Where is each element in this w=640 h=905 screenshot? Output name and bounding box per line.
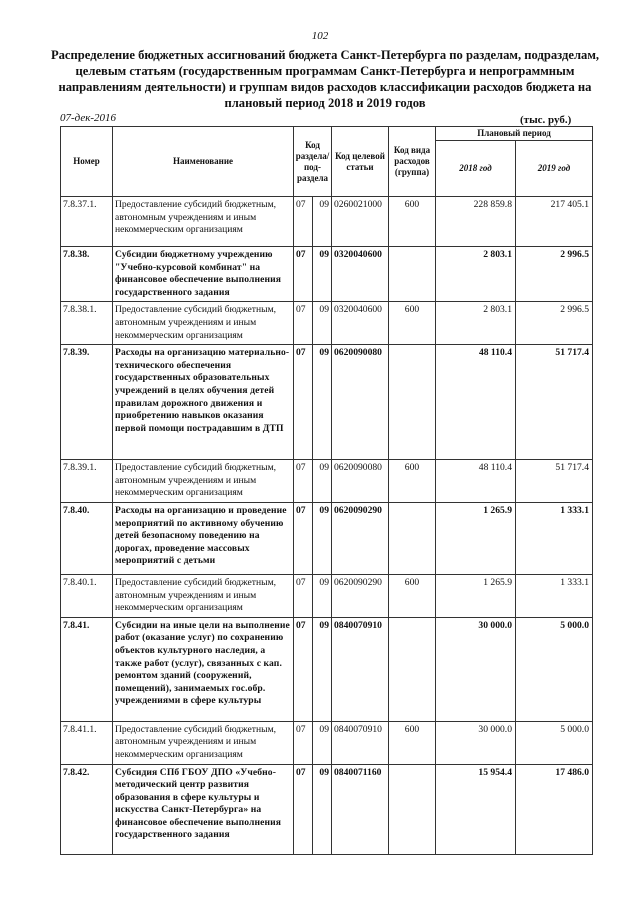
row-name: Расходы на организацию и проведение мероприятий по активному обучению детей безопасному поведению на дорогах, проведение массовых мероприятий с детьми bbox=[113, 502, 294, 574]
row-name: Субсидии бюджетному учреждению "Учебно-курсовой комбинат" на финансовое обеспечение выполнения государственного задания bbox=[113, 247, 294, 302]
row-subsection-code: 09 bbox=[313, 721, 332, 764]
header-target: Код целевой статьи bbox=[332, 127, 389, 197]
header-2018: 2018 год bbox=[436, 141, 516, 197]
row-name: Предоставление субсидий бюджетным, автономным учреждениям и иным некоммерческим организациям bbox=[113, 721, 294, 764]
row-value-2018: 30 000.0 bbox=[436, 617, 516, 721]
row-number: 7.8.41. bbox=[61, 617, 113, 721]
row-group-code: 600 bbox=[389, 574, 436, 617]
row-section-code: 07 bbox=[294, 302, 313, 345]
row-section-code: 07 bbox=[294, 460, 313, 503]
row-subsection-code: 09 bbox=[313, 197, 332, 247]
row-subsection-code: 09 bbox=[313, 247, 332, 302]
table-row bbox=[61, 302, 593, 345]
row-group-code: 600 bbox=[389, 302, 436, 345]
header-group: Код вида расходов (группа) bbox=[389, 127, 436, 197]
row-group-code bbox=[389, 617, 436, 721]
row-value-2019: 2 996.5 bbox=[516, 302, 593, 345]
table-row bbox=[61, 721, 593, 764]
header-2019: 2019 год bbox=[516, 141, 593, 197]
row-group-code bbox=[389, 345, 436, 460]
row-number: 7.8.40.1. bbox=[61, 574, 113, 617]
row-number: 7.8.39.1. bbox=[61, 460, 113, 503]
row-section-code: 07 bbox=[294, 247, 313, 302]
row-value-2019: 51 717.4 bbox=[516, 345, 593, 460]
row-value-2019: 5 000.0 bbox=[516, 617, 593, 721]
row-number: 7.8.42. bbox=[61, 764, 113, 854]
row-value-2019: 1 333.1 bbox=[516, 574, 593, 617]
row-value-2019: 5 000.0 bbox=[516, 721, 593, 764]
row-target-code: 0620090290 bbox=[332, 574, 389, 617]
table-row bbox=[61, 247, 593, 302]
row-name: Предоставление субсидий бюджетным, автономным учреждениям и иным некоммерческим организациям bbox=[113, 302, 294, 345]
row-name: Субсидия СПб ГБОУ ДПО «Учебно-методический центр развития образования в сфере культуры и искусства Санкт-Петербурга» на финансовое обеспечение выполнения государственного задания bbox=[113, 764, 294, 854]
row-number: 7.8.38.1. bbox=[61, 302, 113, 345]
row-number: 7.8.37.1. bbox=[61, 197, 113, 247]
units-label: (тыс. руб.) bbox=[520, 114, 572, 126]
document-title: Распределение бюджетных ассигнований бюджета Санкт-Петербурга по разделам, подразделам, целевым статьям (государственным программам Санкт-Петербурга и непрограммным направлениям деятельности) и группам видов расходов классификации расходов бюджета на плановый период 2018 и 2019 годов bbox=[50, 48, 600, 110]
row-section-code: 07 bbox=[294, 617, 313, 721]
header-number: Номер bbox=[61, 127, 113, 197]
row-group-code bbox=[389, 764, 436, 854]
row-target-code: 0620090080 bbox=[332, 345, 389, 460]
row-group-code: 600 bbox=[389, 197, 436, 247]
row-number: 7.8.40. bbox=[61, 502, 113, 574]
row-target-code: 0260021000 bbox=[332, 197, 389, 247]
row-section-code: 07 bbox=[294, 502, 313, 574]
row-value-2018: 2 803.1 bbox=[436, 247, 516, 302]
row-value-2018: 228 859.8 bbox=[436, 197, 516, 247]
row-value-2018: 48 110.4 bbox=[436, 460, 516, 503]
row-value-2019: 2 996.5 bbox=[516, 247, 593, 302]
row-number: 7.8.41.1. bbox=[61, 721, 113, 764]
row-name: Предоставление субсидий бюджетным, автономным учреждениям и иным некоммерческим организациям bbox=[113, 460, 294, 503]
table-row bbox=[61, 764, 593, 854]
row-section-code: 07 bbox=[294, 764, 313, 854]
row-group-code bbox=[389, 502, 436, 574]
table-row bbox=[61, 460, 593, 503]
row-value-2019: 217 405.1 bbox=[516, 197, 593, 247]
row-group-code: 600 bbox=[389, 721, 436, 764]
row-name: Предоставление субсидий бюджетным, автономным учреждениям и иным некоммерческим организациям bbox=[113, 197, 294, 247]
row-section-code: 07 bbox=[294, 574, 313, 617]
row-subsection-code: 09 bbox=[313, 460, 332, 503]
row-number: 7.8.38. bbox=[61, 247, 113, 302]
row-name: Субсидии на иные цели на выполнение работ (оказание услуг) по сохранению объектов культурного наследия, а также работ (услуг), связанных с кап. ремонтом зданий (сооружений, помещений), занимаемых гос.обр. учреждениями в сфере культуры bbox=[113, 617, 294, 721]
row-section-code: 07 bbox=[294, 721, 313, 764]
document-date: 07-дек-2016 bbox=[60, 112, 117, 124]
row-subsection-code: 09 bbox=[313, 617, 332, 721]
row-subsection-code: 09 bbox=[313, 764, 332, 854]
table-row bbox=[61, 502, 593, 574]
row-group-code bbox=[389, 247, 436, 302]
row-section-code: 07 bbox=[294, 345, 313, 460]
page-number: 102 bbox=[311, 30, 329, 42]
row-value-2018: 1 265.9 bbox=[436, 574, 516, 617]
budget-table bbox=[60, 126, 593, 855]
table-row bbox=[61, 617, 593, 721]
row-group-code: 600 bbox=[389, 460, 436, 503]
row-name: Предоставление субсидий бюджетным, автономным учреждениям и иным некоммерческим организациям bbox=[113, 574, 294, 617]
row-value-2019: 1 333.1 bbox=[516, 502, 593, 574]
header-name: Наименование bbox=[113, 127, 294, 197]
row-target-code: 0320040600 bbox=[332, 302, 389, 345]
table-row bbox=[61, 574, 593, 617]
row-subsection-code: 09 bbox=[313, 502, 332, 574]
row-subsection-code: 09 bbox=[313, 345, 332, 460]
table-row bbox=[61, 345, 593, 460]
row-target-code: 0840070910 bbox=[332, 617, 389, 721]
row-value-2018: 48 110.4 bbox=[436, 345, 516, 460]
row-target-code: 0620090080 bbox=[332, 460, 389, 503]
row-name: Расходы на организацию материально-технического обеспечения государственных образовательных учреждений в целях обучения детей правилам дорожного движения и приобретению навыков оказания первой помощи пострадавшим в ДТП bbox=[113, 345, 294, 460]
row-section-code: 07 bbox=[294, 197, 313, 247]
header-plan-period: Плановый период bbox=[436, 127, 593, 141]
table-row bbox=[61, 197, 593, 247]
row-number: 7.8.39. bbox=[61, 345, 113, 460]
row-subsection-code: 09 bbox=[313, 302, 332, 345]
row-value-2018: 1 265.9 bbox=[436, 502, 516, 574]
row-target-code: 0840071160 bbox=[332, 764, 389, 854]
row-value-2018: 2 803.1 bbox=[436, 302, 516, 345]
row-target-code: 0320040600 bbox=[332, 247, 389, 302]
row-subsection-code: 09 bbox=[313, 574, 332, 617]
row-value-2019: 17 486.0 bbox=[516, 764, 593, 854]
table-body bbox=[61, 197, 593, 855]
header-section: Код раздела/ под-раздела bbox=[294, 127, 332, 197]
row-target-code: 0840070910 bbox=[332, 721, 389, 764]
row-value-2018: 15 954.4 bbox=[436, 764, 516, 854]
row-value-2018: 30 000.0 bbox=[436, 721, 516, 764]
row-value-2019: 51 717.4 bbox=[516, 460, 593, 503]
row-target-code: 0620090290 bbox=[332, 502, 389, 574]
